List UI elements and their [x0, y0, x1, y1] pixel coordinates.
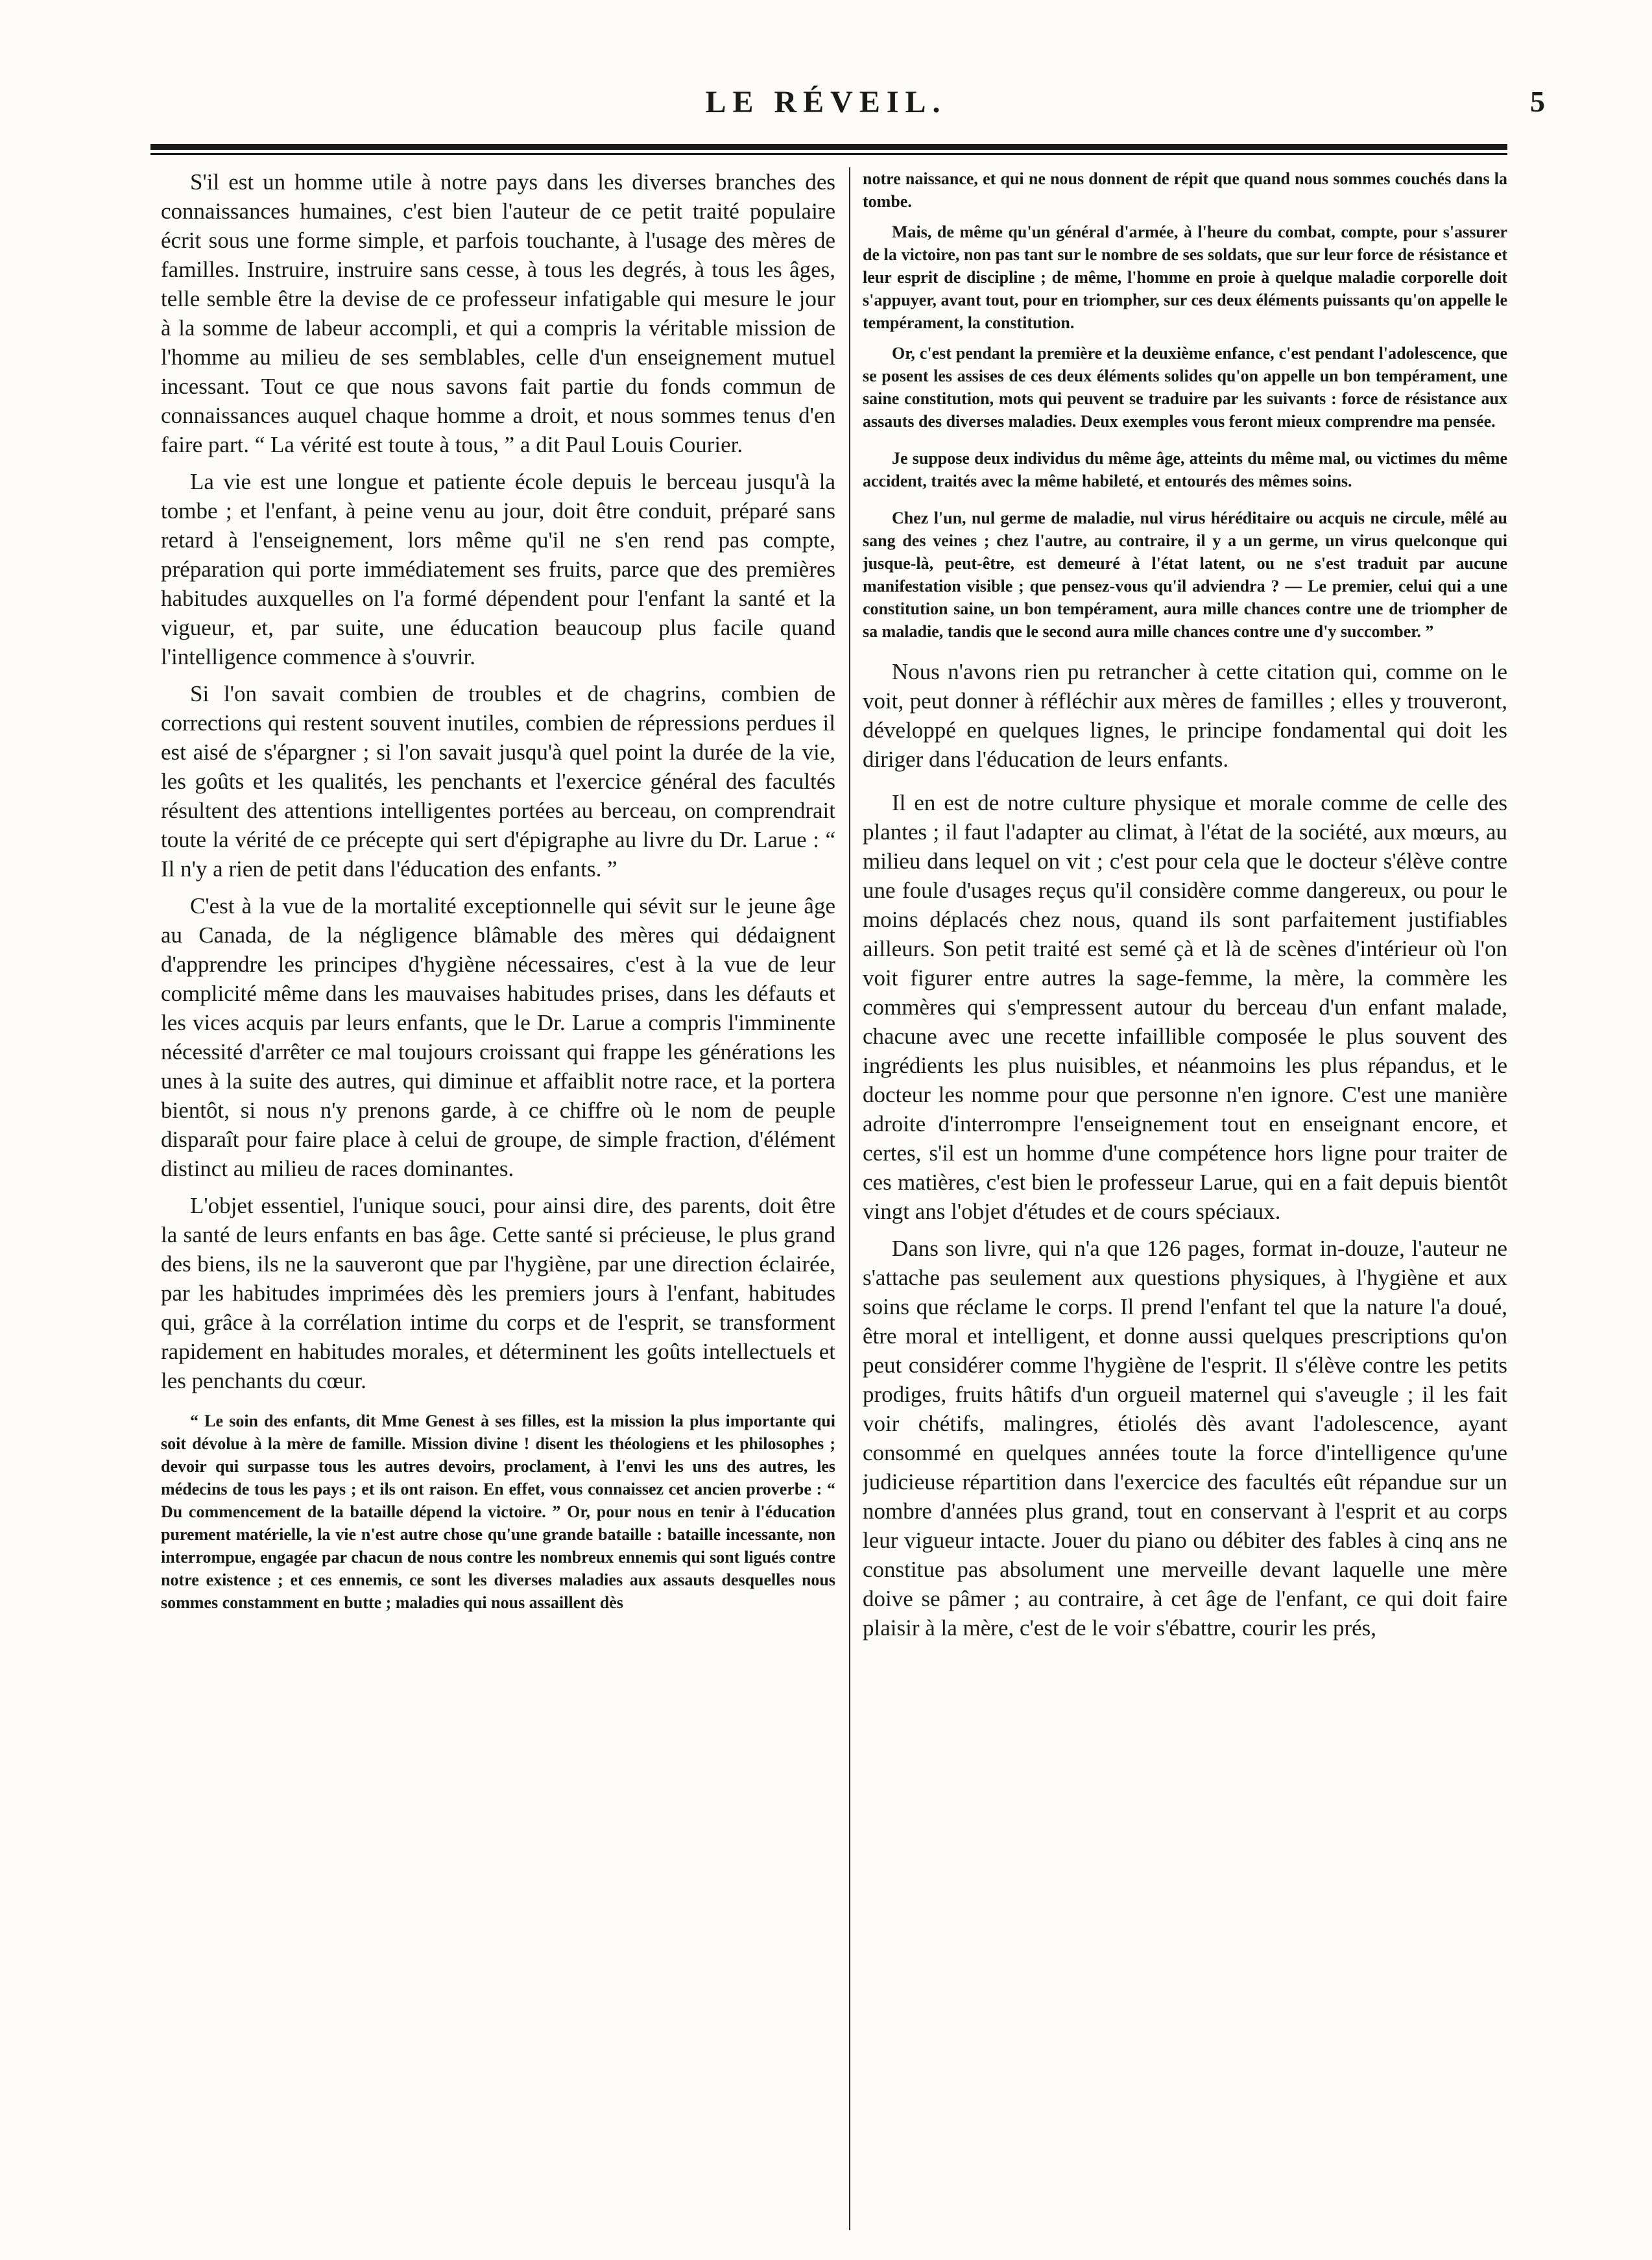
quotation-paragraph: Mais, de même qu'un général d'armée, à l'heure du combat, compte, pour s'assurer de la victoire, non pas tant sur le nombre de ses soldats, que sur leur force de résistance et leur esprit de discipline ; de même, l'homme en proie à quelque maladie corporelle doit s'appuyer, avant tout, pour en triompher, sur ces deux éléments puissants qu'on appelle le tempérament, la constitution.: [863, 222, 1507, 332]
quotation-paragraph: Je suppose deux individus du même âge, atteints du même mal, ou victimes du même accident, traités avec la même habileté, et entourés des mêmes soins.: [863, 449, 1507, 490]
header-rule-thick: [150, 144, 1507, 150]
quotation-paragraph: notre naissance, et qui ne nous donnent de répit que quand nous sommes couchés dans la tombe.: [863, 169, 1507, 211]
quotation-paragraph: “ Le soin des enfants, dit Mme Genest à ses filles, est la mission la plus importante qui soit dévolue à la mère de famille. Mission divine ! disent les théologiens et les philosophes ; devoir qui surpasse tous les autres devoirs, proclament, à l'envi les uns des autres, les médecins de tous les pays ; et ils ont raison. En effet, vous connaissez cet ancien proverbe : “ Du commencement de la bataille dépend la victoire. ” Or, pour nous en tenir à l'éducation purement matérielle, la vie n'est autre chose qu'une grande bataille : bataille incessante, non interrompue, engagée par chacun de nous contre les nombreux ennemis qui sont ligués contre notre existence ; et ces ennemis, ce sont les diverses maladies aux assauts desquelles nous sommes constamment en butte ; maladies qui nous assaillent dès: [161, 1412, 835, 1612]
column-divider: [849, 167, 850, 2230]
paragraph: S'il est un homme utile à notre pays dans les diverses branches des connaissances humaines, c'est bien l'auteur de ce petit traité populaire écrit sous une forme simple, et parfois touchante, à l'usage des mères de familles. Instruire, instruire sans cesse, à tous les degrés, à tous les âges, telle semble être la devise de ce professeur infatigable qui mesure le jour à la somme de labeur accompli, et qui a compris la véritable mission de l'homme au milieu de ses semblables, celle d'un enseignement mutuel incessant. Tout ce que nous savons fait partie du fonds commun de connaissances auquel chaque homme a droit, et nous sommes tenus d'en faire part. “ La vérité est toute à tous, ” a dit Paul Louis Courier.: [161, 169, 835, 457]
paragraph: Si l'on savait combien de troubles et de chagrins, combien de corrections qui restent souvent inutiles, combien de répressions perdues il est aisé de s'épargner ; si l'on savait jusqu'à quel point la durée de la vie, les goûts et les qualités, les penchants et l'exercice général des facultés résultent des attentions intelligentes portées au berceau, on comprendrait toute la vérité de ce précepte qui sert d'épigraphe au livre du Dr. Larue : “ Il n'y a rien de petit dans l'éducation des enfants. ”: [161, 681, 835, 882]
paragraph: Il en est de notre culture physique et morale comme de celle des plantes ; il faut l'adapter au climat, à l'état de la société, aux mœurs, au milieu dans lequel on vit ; c'est pour cela que le docteur s'élève contre une foule d'usages reçus qu'il considère comme dangereux, ou pour le moins déplacés chez nous, quand ils sont parfaitement justifiables ailleurs. Son petit traité est semé çà et là de scènes d'intérieur où l'on voit figurer entre autres la sage-femme, la mère, la commère les commères qui s'empressent autour du berceau d'un enfant malade, chacune avec une recette infaillible composée le plus souvent des ingrédients les plus nuisibles, et néanmoins les plus répandus, et le docteur les nomme pour que personne n'en ignore. C'est une manière adroite d'interrompre l'enseignement tout en enseignant encore, et certes, s'il est un homme d'une compétence hors ligne pour traiter de ces matières, c'est bien le professeur Larue, qui en a fait depuis bientôt vingt ans l'objet d'études et de cours spéciaux.: [863, 790, 1507, 1224]
paragraph: La vie est une longue et patiente école depuis le berceau jusqu'à la tombe ; et l'enfant, à peine venu au jour, doit être conduit, préparé sans retard à l'enseignement, lors même qu'il ne s'en rend pas compte, préparation qui porte immédiatement ses fruits, parce que des premières habitudes auxquelles on l'a formé dépendent pour l'enfant la santé et la vigueur, et, par suite, une éducation beaucoup plus facile quand l'intelligence commence à s'ouvrir.: [161, 469, 835, 669]
quotation-paragraph: Or, c'est pendant la première et la deuxième enfance, c'est pendant l'adolescence, que se posent les assises de ces deux éléments solides qu'on appelle un bon tempérament, une saine constitution, mots qui peuvent se traduire par les suivants : force de résistance aux assauts des diverses maladies. Deux exemples vous feront mieux comprendre ma pensée.: [863, 344, 1507, 431]
page-header: [0, 84, 1652, 136]
paragraph: Nous n'avons rien pu retrancher à cette citation qui, comme on le voit, peut donner à réfléchir aux mères de familles ; elles y trouveront, développé en quelques lignes, le principe fondamental qui doit les diriger dans l'éducation de leurs enfants.: [863, 659, 1507, 772]
quotation-paragraph: Chez l'un, nul germe de maladie, nul virus héréditaire ou acquis ne circule, mêlé au sang des veines ; chez l'autre, au contraire, il y a un germe, un virus quelconque qui jusque-là, peut-être, est demeuré à l'état latent, ou ne s'est traduit par aucune manifestation visible ; que pensez-vous qu'il adviendra ? — Le premier, celui qui a une constitution saine, un bon tempérament, aura mille chances contre une de triompher de sa maladie, tandis que le second aura mille chances contre une d'y succomber. ”: [863, 509, 1507, 641]
paragraph: C'est à la vue de la mortalité exceptionnelle qui sévit sur le jeune âge au Canada, de la négligence blâmable des mères qui dédaignent d'apprendre les principes d'hygiène nécessaires, c'est à la vue de leur complicité même dans les mauvaises habitudes prises, dans les défauts et les vices acquis par leurs enfants, que le Dr. Larue a compris l'imminente nécessité d'arrêter ce mal toujours croissant qui frappe les générations les unes à la suite des autres, qui diminue et affaiblit notre race, et la portera bientôt, si nous n'y prenons garde, à ce chiffre où le nom de peuple disparaît pour faire place à celui de groupe, de simple fraction, d'élément distinct au milieu de races dominantes.: [161, 893, 835, 1181]
paragraph: L'objet essentiel, l'unique souci, pour ainsi dire, des parents, doit être la santé de leurs enfants en bas âge. Cette santé si précieuse, le plus grand des biens, ils ne la sauveront que par l'hygiène, par une direction éclairée, par les habitudes imprimées dès les premiers jours à l'enfant, habitudes qui, grâce à la corrélation intime du corps et de l'esprit, se transforment rapidement en habitudes morales, et déterminent les goûts intellectuels et les penchants du cœur.: [161, 1193, 835, 1393]
masthead-title: LE RÉVEIL.: [705, 85, 947, 119]
paragraph: Dans son livre, qui n'a que 126 pages, format in-douze, l'auteur ne s'attache pas seulement aux questions physiques, à l'hygiène et aux soins que réclame le corps. Il prend l'enfant tel que la nature l'a doué, être moral et intelligent, et donne aussi quelques prescriptions qu'on peut considérer comme l'hygiène de l'esprit. Il s'élève contre les petits prodiges, fruits hâtifs d'un orgueil maternel qui s'aveugle ; il les fait voir chétifs, malingres, étiolés dès avant l'adolescence, ayant consommé en quelques années toute la force d'intelligence qu'une judicieuse répartition dans l'exercice des facultés eût répandue sur un nombre d'années plus grand, tout en conservant à l'esprit et au corps leur vigueur intacte. Jouer du piano ou débiter des fables à cinq ans ne constitue pas absolument une merveille devant laquelle une mère doive se pâmer ; au contraire, à cet âge de l'enfant, ce qui doit faire plaisir à la mère, c'est de le voir s'ébattre, courir les prés,: [863, 1236, 1507, 1641]
right-column: [863, 167, 1507, 2230]
header-rule-thin: [150, 153, 1507, 155]
left-column: [161, 167, 835, 2230]
page-number: 5: [1530, 85, 1545, 118]
